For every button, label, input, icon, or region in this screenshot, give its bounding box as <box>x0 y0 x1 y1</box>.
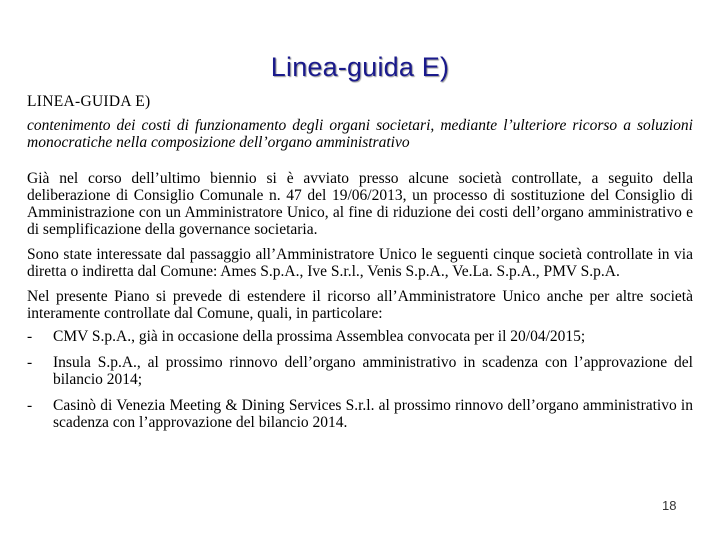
paragraph-2: Sono state interessate dal passaggio all’Amministratore Unico le seguenti cinque società controllate in via diretta o indiretta dal Comune: Ames S.p.A., Ive S.r.l., Venis S.p.A., Ve.La. S.p.A., PMV S.p.A. <box>27 246 693 280</box>
guideline-subtitle: contenimento dei costi di funzionamento degli organi societari, mediante l’ulteriore ricorso a soluzioni monocratiche nella composizione dell’organo amministrativo <box>27 117 693 151</box>
list-item-text: Casinò di Venezia Meeting & Dining Services S.r.l. al prossimo rinnovo dell’organo amministrativo in scadenza con l’approvazione del bilancio 2014. <box>53 397 693 431</box>
list-item <box>27 397 693 431</box>
paragraph-3: Nel presente Piano si prevede di estendere il ricorso all’Amministratore Unico anche per altre società interamente controllate dal Comune, quali, in particolare: <box>27 288 693 322</box>
list-item-text: Insula S.p.A., al prossimo rinnovo dell’organo amministrativo in scadenza con l’approvazione del bilancio 2014; <box>53 354 693 388</box>
document-heading: LINEA-GUIDA E) <box>27 93 151 110</box>
slide-title: Linea-guida E) <box>270 52 450 82</box>
dash-bullet: - <box>27 328 33 345</box>
dash-bullet: - <box>27 397 33 414</box>
company-list <box>27 328 693 431</box>
document-body <box>27 93 693 440</box>
dash-bullet: - <box>27 354 33 371</box>
page-number: 18 <box>662 498 677 513</box>
list-item <box>27 328 693 345</box>
list-item-text: CMV S.p.A., già in occasione della prossima Assemblea convocata per il 20/04/2015; <box>53 328 586 345</box>
list-item <box>27 354 693 388</box>
paragraph-1: Già nel corso dell’ultimo biennio si è avviato presso alcune società controllate, a seguito della deliberazione di Consiglio Comunale n. 47 del 19/06/2013, un processo di sostituzione del Consiglio di Amministrazione con un Amministratore Unico, al fine di riduzione dei costi dell’organo amministrativo e di semplificazione della governance societaria. <box>27 170 693 238</box>
